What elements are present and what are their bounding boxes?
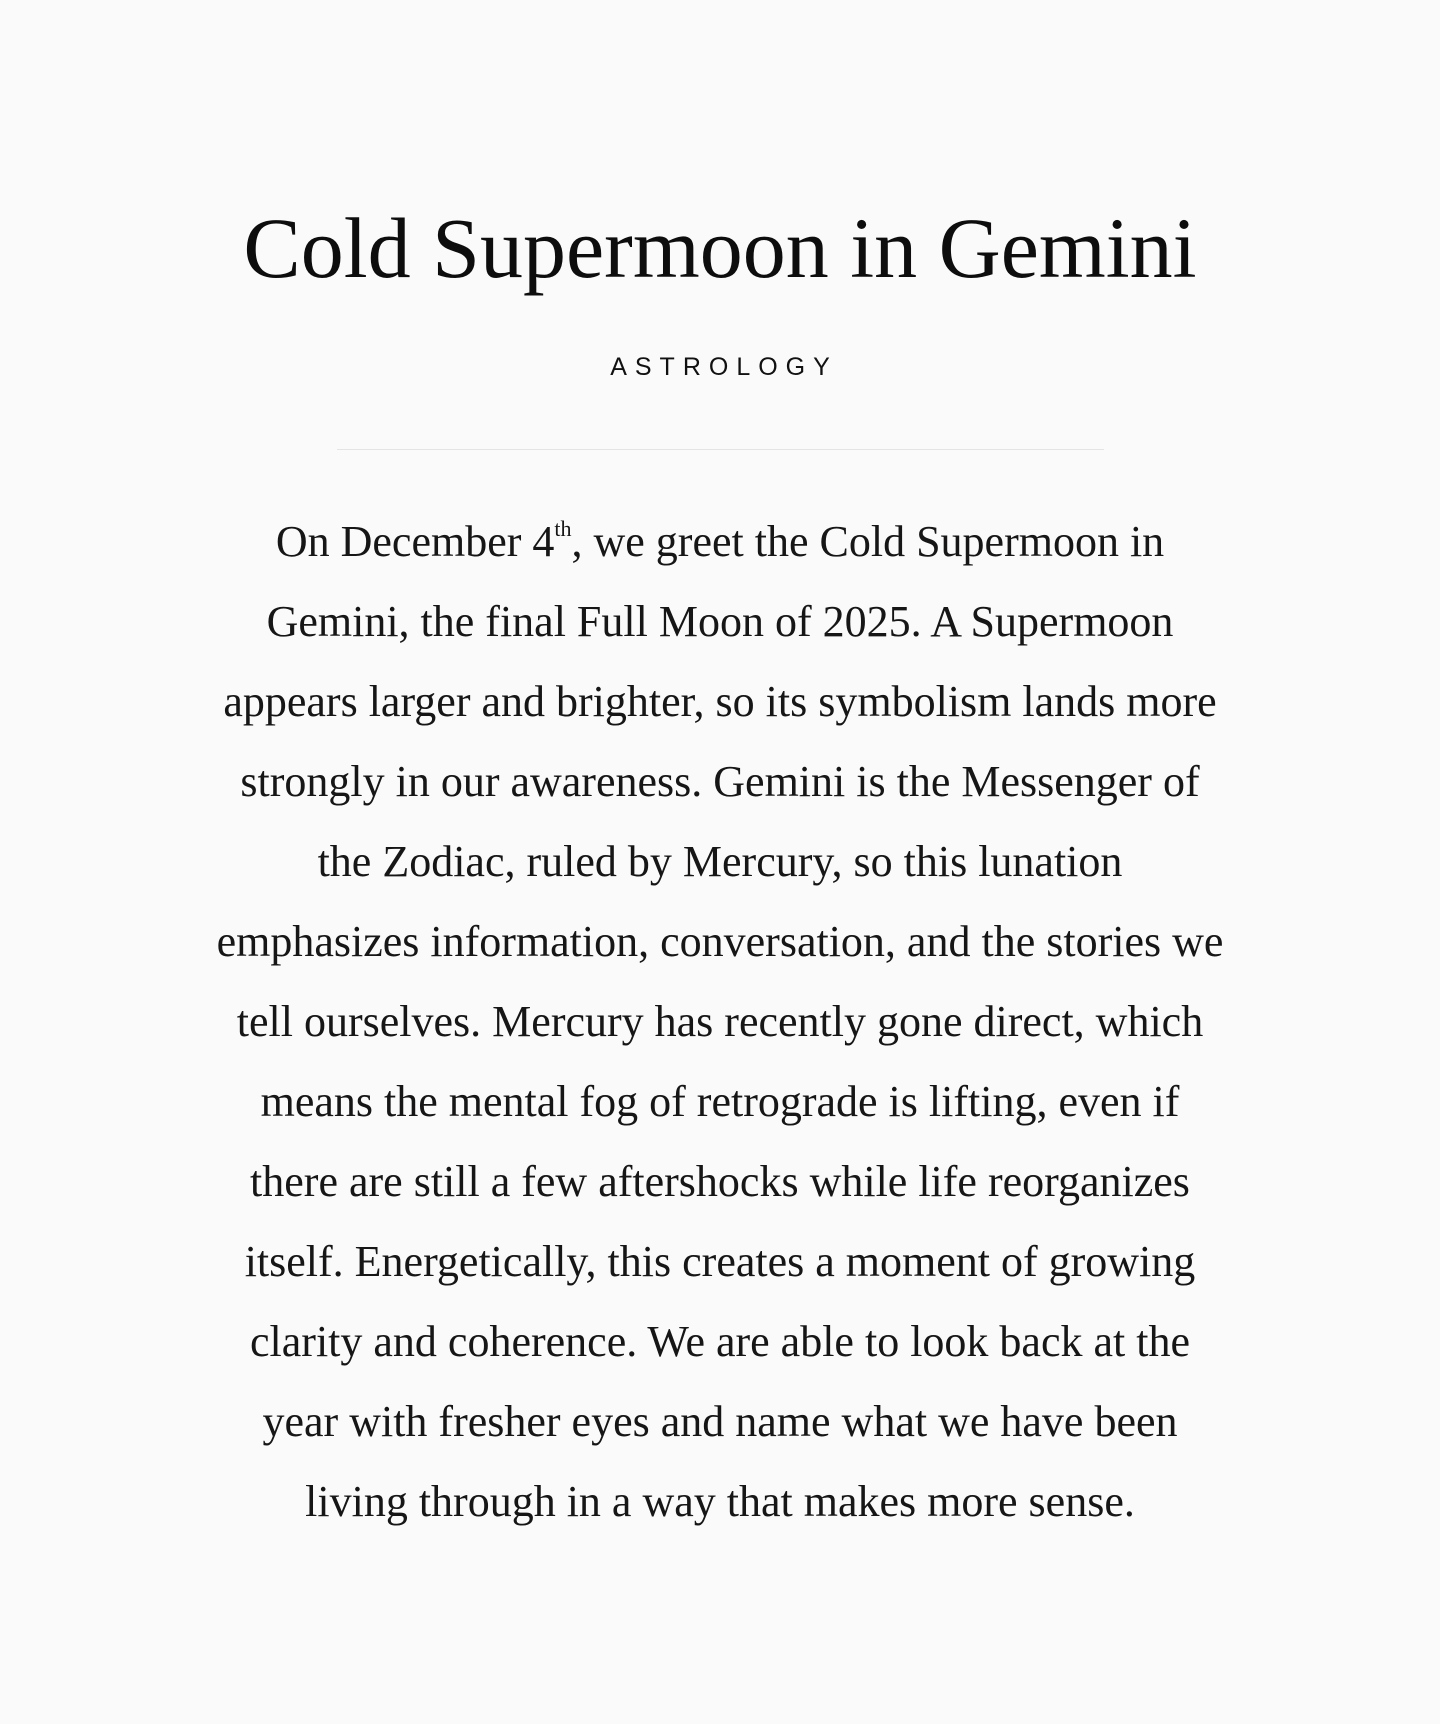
body-line: living through in a way that makes more sense. [305, 1477, 1135, 1526]
body-line: year with fresher eyes and name what we have been [262, 1397, 1178, 1446]
body-line: means the mental fog of retrograde is lifting, even if [260, 1077, 1180, 1126]
body-line-text: , we greet the Cold Supermoon in [571, 517, 1165, 566]
body-line: clarity and coherence. We are able to look back at the [250, 1317, 1190, 1366]
body-line: there are still a few aftershocks while life reorganizes [250, 1157, 1190, 1206]
category-label: ASTROLOGY [610, 353, 838, 381]
body-line [190, 502, 1250, 582]
body-line: emphasizes information, conversation, and the stories we [216, 917, 1224, 966]
body-line: appears larger and brighter, so its symbolism lands more [223, 677, 1217, 726]
body-line: strongly in our awareness. Gemini is the Messenger of [240, 757, 1200, 806]
article-title: Cold Supermoon in Gemini [243, 200, 1197, 296]
body-line: the Zodiac, ruled by Mercury, so this lunation [317, 837, 1123, 886]
article-body [190, 502, 1250, 1542]
body-line: itself. Energetically, this creates a moment of growing [244, 1237, 1196, 1286]
date-ordinal-suffix: th [554, 516, 572, 541]
divider [337, 449, 1104, 450]
body-line-text: On December 4 [275, 517, 555, 566]
body-line: Gemini, the final Full Moon of 2025. A Supermoon [266, 597, 1174, 646]
body-line: tell ourselves. Mercury has recently gone direct, which [236, 997, 1204, 1046]
